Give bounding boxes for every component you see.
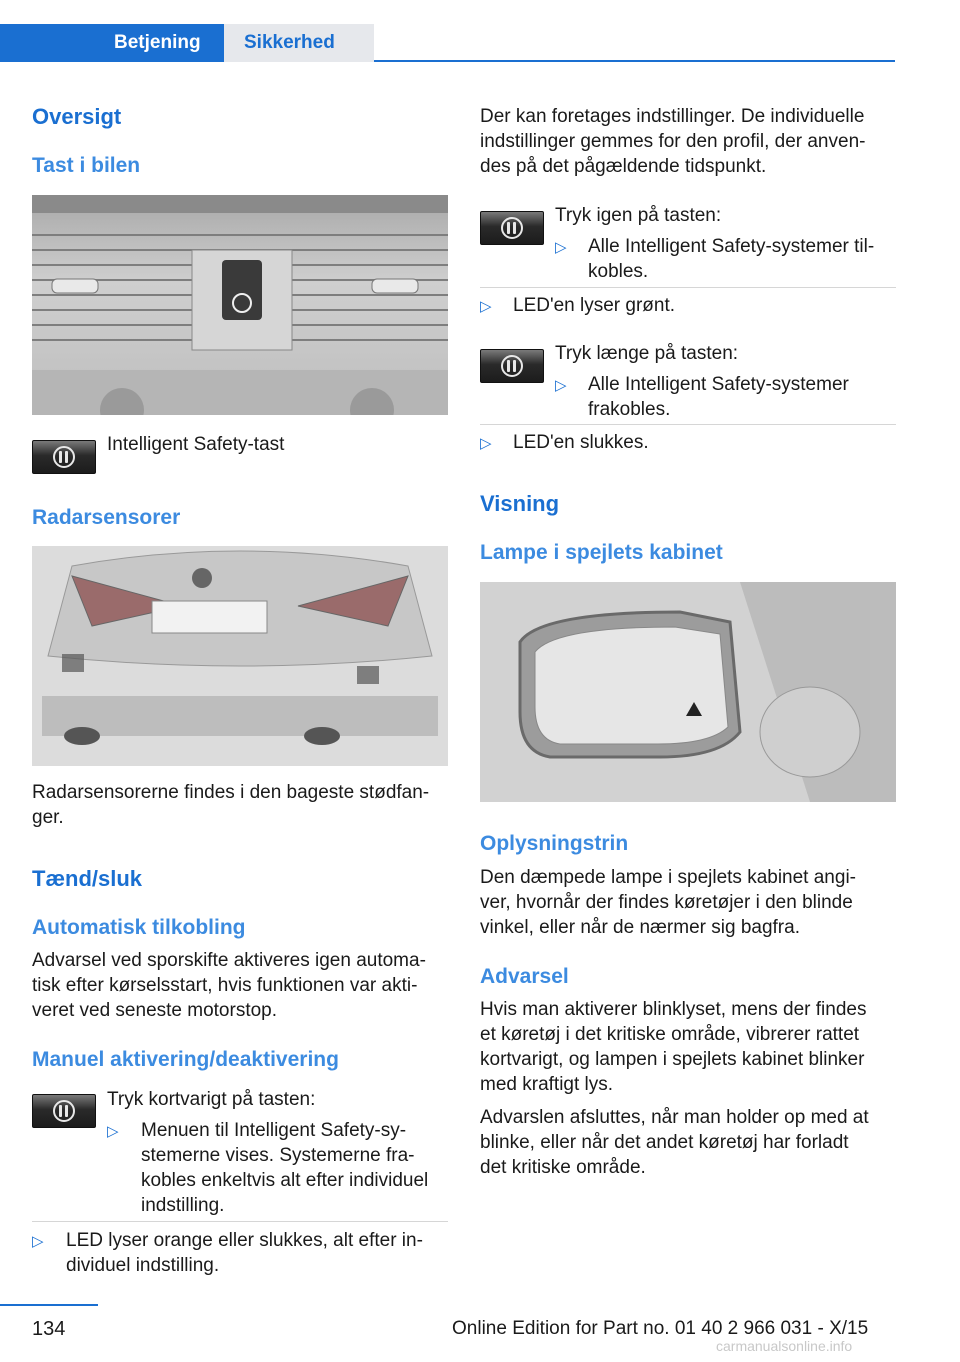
divider — [32, 1221, 448, 1222]
bullet-triangle-icon: ▷ — [107, 1123, 119, 1140]
auto-line-3: veret ved seneste motorstop. — [32, 1000, 278, 1021]
bullet-triangle-icon: ▷ — [555, 239, 567, 256]
afslut-line-1: Advarslen afsluttes, når man holder op med at — [480, 1107, 869, 1128]
led-groen: LED'en lyser grønt. — [513, 295, 676, 316]
footer-rule — [0, 1304, 98, 1306]
menu-line-1: Menuen til Intelligent Safety-sy‐ — [141, 1120, 407, 1141]
alle-til-line-1: Alle Intelligent Safety-systemer til‐ — [588, 236, 875, 257]
led-line-1: LED lyser orange eller slukkes, alt efter in‐ — [66, 1230, 423, 1251]
advarsel-line-2: et køretøj i det kritiske område, vibrerer rattet — [480, 1024, 860, 1045]
car-rear-photo — [32, 546, 448, 766]
edition-text: Online Edition for Part no. 01 40 2 966 031 - X/15 — [452, 1318, 869, 1339]
bullet-triangle-icon: ▷ — [480, 435, 492, 452]
bullet-triangle-icon: ▷ — [480, 298, 492, 315]
heading-visning: Visning — [480, 491, 560, 516]
afslut-line-3: det kritiske område. — [480, 1157, 646, 1178]
divider — [480, 287, 896, 288]
heading-oversigt: Oversigt — [32, 104, 122, 129]
alle-fra-line-1: Alle Intelligent Safety-systemer — [588, 374, 849, 395]
led-line-2: dividuel indstilling. — [66, 1255, 220, 1276]
tryk-laenge: Tryk længe på tasten: — [555, 343, 739, 364]
heading-oplysningstrin: Oplysningstrin — [480, 832, 629, 855]
menu-line-2: stemerne vises. Systemerne fra‐ — [141, 1145, 415, 1166]
mirror-photo — [480, 582, 896, 802]
heading-advarsel: Advarsel — [480, 965, 569, 988]
oplys-line-1: Den dæmpede lampe i spejlets kabinet angi‐ — [480, 867, 856, 888]
header-tabs — [0, 24, 895, 62]
dashboard-photo — [32, 195, 448, 415]
radar-text-line-1: Radarsensorerne findes i den bageste stødfan‐ — [32, 782, 430, 803]
menu-line-4: indstilling. — [141, 1195, 225, 1216]
alle-til-line-2: kobles. — [588, 261, 649, 282]
page-number: 134 — [32, 1318, 66, 1340]
menu-line-3: kobles enkeltvis alt efter individuel — [141, 1170, 429, 1191]
tab-sikkerhed[interactable]: Sikkerhed — [224, 24, 374, 62]
bullet-triangle-icon: ▷ — [32, 1233, 44, 1250]
tryk-igen: Tryk igen på tasten: — [555, 205, 722, 226]
safety-button-image — [480, 349, 544, 383]
heading-radarsensorer: Radarsensorer — [32, 506, 181, 529]
intelligent-safety-button-icon — [53, 1100, 75, 1122]
auto-line-1: Advarsel ved sporskifte aktiveres igen automa‐ — [32, 950, 426, 971]
heading-lampe-i-spejlets-kabinet: Lampe i spejlets kabinet — [480, 541, 723, 564]
heading-manuel-aktivering: Manuel aktivering/deaktivering — [32, 1048, 339, 1071]
tryk-kortvarigt: Tryk kortvarigt på tasten: — [107, 1089, 316, 1110]
watermark: carmanualsonline.info — [716, 1338, 853, 1354]
heading-tast-i-bilen: Tast i bilen — [32, 154, 141, 177]
intro-line-2: indstillinger gemmes for den profil, der anven‐ — [480, 131, 866, 152]
intelligent-safety-button-icon — [501, 355, 523, 377]
advarsel-line-3: kortvarigt, og lampen i spejlets kabinet blinker — [480, 1049, 865, 1070]
safety-button-image — [480, 211, 544, 245]
intro-line-3: des på det pågældende tidspunkt. — [480, 156, 767, 177]
heading-taend-sluk: Tænd/sluk — [32, 866, 143, 891]
oplys-line-2: ver, hvornår der findes køretøjer i den blinde — [480, 892, 853, 913]
safety-button-image — [32, 440, 96, 474]
radar-text-line-2: ger. — [32, 807, 64, 828]
safety-caption: Intelligent Safety-tast — [107, 434, 285, 455]
tab-betjening[interactable]: Betjening — [0, 24, 224, 62]
divider — [480, 424, 896, 425]
led-sluk: LED'en slukkes. — [513, 432, 649, 453]
auto-line-2: tisk efter kørselsstart, hvis funktionen var akti‐ — [32, 975, 418, 996]
intro-line-1: Der kan foretages indstillinger. De individuelle — [480, 106, 865, 127]
alle-fra-line-2: frakobles. — [588, 399, 671, 420]
heading-automatisk-tilkobling: Automatisk tilkobling — [32, 916, 246, 939]
intelligent-safety-button-icon — [53, 446, 75, 468]
advarsel-line-1: Hvis man aktiverer blinklyset, mens der findes — [480, 999, 867, 1020]
bullet-triangle-icon: ▷ — [555, 377, 567, 394]
intelligent-safety-button-icon — [501, 217, 523, 239]
advarsel-line-4: med kraftigt lys. — [480, 1074, 614, 1095]
oplys-line-3: vinkel, eller når de nærmer sig bagfra. — [480, 917, 800, 938]
safety-button-image — [32, 1094, 96, 1128]
afslut-line-2: blinke, eller når det andet køretøj har forladt — [480, 1132, 849, 1153]
